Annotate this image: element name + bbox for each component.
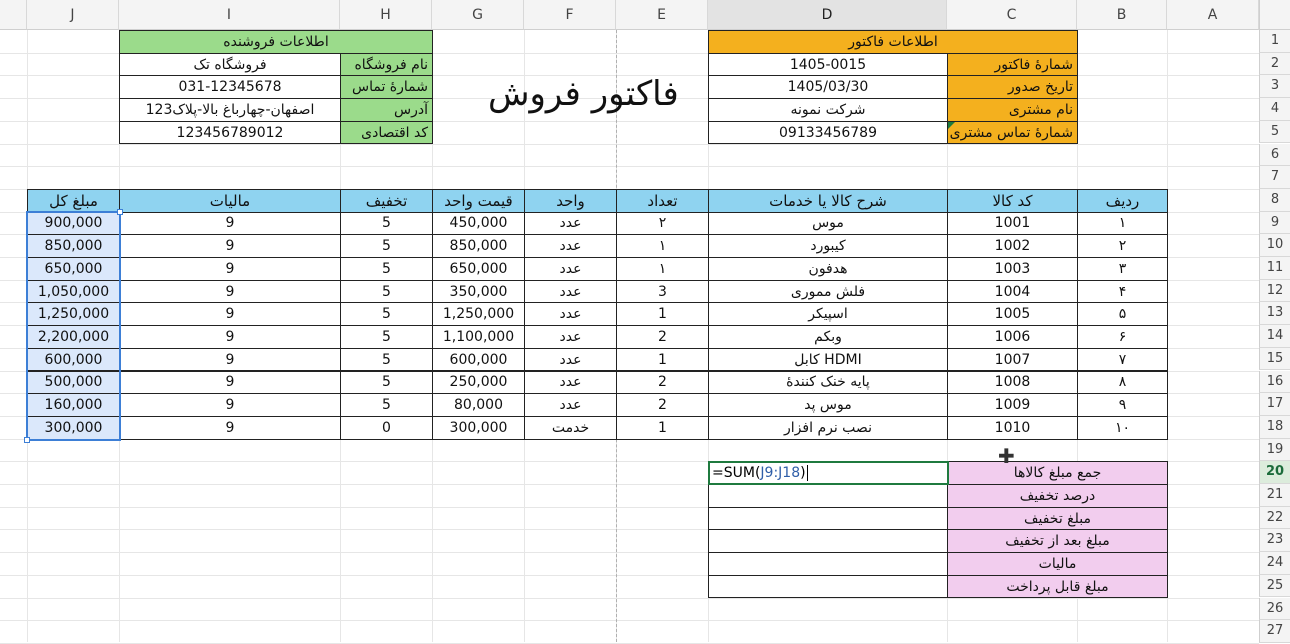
table-cell[interactable]: 1005 bbox=[947, 302, 1078, 326]
formula-prefix: =SUM( bbox=[712, 465, 761, 482]
table-cell[interactable]: 9 bbox=[119, 325, 341, 349]
table-cell[interactable]: 5 bbox=[340, 302, 433, 326]
summary-value[interactable] bbox=[708, 484, 948, 508]
row-header-2[interactable]: 2 bbox=[1259, 53, 1290, 76]
summary-value[interactable] bbox=[708, 575, 948, 599]
table-header-6: تخفیف bbox=[340, 189, 433, 213]
column-header-blank bbox=[0, 0, 27, 30]
row-header-13[interactable]: 13 bbox=[1259, 302, 1290, 325]
table-cell[interactable]: موس bbox=[708, 212, 948, 236]
row-header-24[interactable]: 24 bbox=[1259, 552, 1290, 575]
row-header-3[interactable]: 3 bbox=[1259, 75, 1290, 98]
table-cell[interactable]: ۸ bbox=[1077, 371, 1168, 395]
seller-info-header: اطلاعات فروشنده bbox=[119, 30, 433, 54]
table-cell[interactable]: 500,000 bbox=[27, 371, 120, 395]
table-cell[interactable]: 5 bbox=[340, 393, 433, 417]
table-cell[interactable]: 9 bbox=[119, 212, 341, 236]
table-cell[interactable]: موس پد bbox=[708, 393, 948, 417]
invoice-info-header: اطلاعات فاکتور bbox=[708, 30, 1078, 54]
table-cell[interactable]: ۱۰ bbox=[1077, 416, 1168, 440]
seller-info-label: آدرس bbox=[340, 98, 433, 122]
invoice-info-value[interactable]: 1405-0015 bbox=[708, 53, 948, 77]
row-header-11[interactable]: 11 bbox=[1259, 257, 1290, 280]
row-header-21[interactable]: 21 bbox=[1259, 484, 1290, 507]
table-cell[interactable]: 1001 bbox=[947, 212, 1078, 236]
table-cell[interactable]: عدد bbox=[524, 371, 617, 395]
seller-info-label: کد اقتصادی bbox=[340, 121, 433, 145]
row-header-16[interactable]: 16 bbox=[1259, 371, 1290, 394]
table-cell[interactable]: 5 bbox=[340, 280, 433, 304]
summary-label: جمع مبلغ کالاها bbox=[947, 461, 1168, 485]
column-header-d[interactable]: D bbox=[708, 0, 947, 30]
table-cell[interactable]: 650,000 bbox=[432, 257, 525, 281]
table-cell[interactable]: پایه خنک کنندهٔ bbox=[708, 371, 948, 395]
row-header-18[interactable]: 18 bbox=[1259, 416, 1290, 439]
table-cell[interactable]: 5 bbox=[340, 257, 433, 281]
table-cell[interactable]: 5 bbox=[340, 371, 433, 395]
table-cell[interactable]: 600,000 bbox=[432, 348, 525, 372]
table-cell[interactable]: 80,000 bbox=[432, 393, 525, 417]
table-cell[interactable]: ۵ bbox=[1077, 302, 1168, 326]
table-cell[interactable]: عدد bbox=[524, 302, 617, 326]
table-cell[interactable]: نصب نرم افزار bbox=[708, 416, 948, 440]
table-cell[interactable]: 9 bbox=[119, 234, 341, 258]
crosshair-cursor-icon: ✚ bbox=[998, 444, 1015, 468]
table-cell[interactable]: ۱ bbox=[1077, 212, 1168, 236]
table-header-1: کد کالا bbox=[947, 189, 1078, 213]
table-cell[interactable]: 300,000 bbox=[27, 416, 120, 440]
table-cell[interactable]: 2 bbox=[616, 393, 709, 417]
table-cell[interactable]: 1009 bbox=[947, 393, 1078, 417]
table-cell[interactable]: اسپیکر bbox=[708, 302, 948, 326]
table-cell[interactable]: 1003 bbox=[947, 257, 1078, 281]
table-cell[interactable]: خدمت bbox=[524, 416, 617, 440]
invoice-info-label: تاریخ صدور bbox=[947, 75, 1078, 99]
table-cell[interactable]: 1006 bbox=[947, 325, 1078, 349]
row-header-6[interactable]: 6 bbox=[1259, 144, 1290, 167]
column-header-j[interactable]: J bbox=[27, 0, 119, 30]
table-cell[interactable]: 1007 bbox=[947, 348, 1078, 372]
table-cell[interactable]: 1010 bbox=[947, 416, 1078, 440]
table-cell[interactable]: عدد bbox=[524, 280, 617, 304]
text-caret bbox=[807, 465, 808, 481]
selection-handle-bottom[interactable] bbox=[24, 437, 30, 443]
row-header-17[interactable]: 17 bbox=[1259, 393, 1290, 416]
table-cell[interactable]: ۲ bbox=[1077, 234, 1168, 258]
table-cell[interactable]: 2,200,000 bbox=[27, 325, 120, 349]
row-header-5[interactable]: 5 bbox=[1259, 121, 1290, 144]
invoice-info-value[interactable]: شرکت نمونه bbox=[708, 98, 948, 122]
row-header-10[interactable]: 10 bbox=[1259, 234, 1290, 257]
comment-indicator-icon bbox=[948, 122, 955, 129]
row-header-14[interactable]: 14 bbox=[1259, 325, 1290, 348]
table-cell[interactable]: 1002 bbox=[947, 234, 1078, 258]
table-cell[interactable]: 9 bbox=[119, 348, 341, 372]
table-cell[interactable]: فلش مموری bbox=[708, 280, 948, 304]
table-cell[interactable]: ۴ bbox=[1077, 280, 1168, 304]
row-header-12[interactable]: 12 bbox=[1259, 280, 1290, 303]
table-header-3: تعداد bbox=[616, 189, 709, 213]
table-cell[interactable]: 1,100,000 bbox=[432, 325, 525, 349]
formula-suffix: ) bbox=[800, 465, 806, 482]
summary-label: درصد تخفیف bbox=[947, 484, 1168, 508]
page-title: فاکتور فروش bbox=[488, 74, 679, 114]
column-header-f[interactable]: F bbox=[524, 0, 616, 30]
table-cell[interactable]: 5 bbox=[340, 348, 433, 372]
invoice-info-label: شمارهٔ فاکتور bbox=[947, 53, 1078, 77]
row-header-27[interactable]: 27 bbox=[1259, 620, 1290, 643]
row-header-26[interactable]: 26 bbox=[1259, 598, 1290, 621]
table-cell[interactable]: 1,250,000 bbox=[27, 302, 120, 326]
row-header-8[interactable]: 8 bbox=[1259, 189, 1290, 212]
column-header-g[interactable]: G bbox=[432, 0, 524, 30]
column-header-i[interactable]: I bbox=[119, 0, 340, 30]
seller-info-value[interactable]: اصفهان-چهارباغ بالا-پلاک123 bbox=[119, 98, 341, 122]
table-cell[interactable]: 1004 bbox=[947, 280, 1078, 304]
formula-range-ref: J9:J18 bbox=[760, 465, 801, 482]
seller-info-value[interactable]: فروشگاه تک bbox=[119, 53, 341, 77]
summary-value[interactable] bbox=[708, 507, 948, 531]
row-header-4[interactable]: 4 bbox=[1259, 98, 1290, 121]
table-cell[interactable]: ۲ bbox=[616, 212, 709, 236]
table-cell[interactable]: 600,000 bbox=[27, 348, 120, 372]
column-header-b[interactable]: B bbox=[1077, 0, 1167, 30]
table-cell[interactable]: عدد bbox=[524, 212, 617, 236]
invoice-info-value[interactable]: 1405/03/30 bbox=[708, 75, 948, 99]
column-header-e[interactable]: E bbox=[616, 0, 708, 30]
table-header-7: مالیات bbox=[119, 189, 341, 213]
table-cell[interactable]: عدد bbox=[524, 257, 617, 281]
table-cell[interactable]: 1008 bbox=[947, 371, 1078, 395]
table-header-5: قیمت واحد bbox=[432, 189, 525, 213]
summary-label: مبلغ قابل پرداخت bbox=[947, 575, 1168, 599]
active-cell-formula[interactable] bbox=[708, 461, 949, 485]
table-cell[interactable]: ۳ bbox=[1077, 257, 1168, 281]
summary-label: مبلغ بعد از تخفیف bbox=[947, 529, 1168, 553]
table-cell[interactable]: ۹ bbox=[1077, 393, 1168, 417]
row-header-23[interactable]: 23 bbox=[1259, 529, 1290, 552]
table-cell[interactable]: 650,000 bbox=[27, 257, 120, 281]
summary-value[interactable] bbox=[708, 529, 948, 553]
summary-label: مبلغ تخفیف bbox=[947, 507, 1168, 531]
row-header-15[interactable]: 15 bbox=[1259, 348, 1290, 371]
seller-info-value[interactable]: 031-12345678 bbox=[119, 75, 341, 99]
seller-info-label: شمارهٔ تماس bbox=[340, 75, 433, 99]
invoice-info-label: نام مشتری bbox=[947, 98, 1078, 122]
table-cell[interactable]: ۶ bbox=[1077, 325, 1168, 349]
table-cell[interactable]: 250,000 bbox=[432, 371, 525, 395]
table-cell[interactable]: 2 bbox=[616, 371, 709, 395]
table-cell[interactable]: عدد bbox=[524, 234, 617, 258]
table-cell[interactable]: 1 bbox=[616, 348, 709, 372]
table-cell[interactable]: 450,000 bbox=[432, 212, 525, 236]
table-cell[interactable]: 5 bbox=[340, 234, 433, 258]
table-cell[interactable]: هدفون bbox=[708, 257, 948, 281]
table-cell[interactable]: وبکم bbox=[708, 325, 948, 349]
grid-line-h bbox=[0, 620, 1259, 621]
seller-info-value[interactable]: 123456789012 bbox=[119, 121, 341, 145]
column-header-c[interactable]: C bbox=[947, 0, 1077, 30]
row-header-19[interactable]: 19 bbox=[1259, 439, 1290, 462]
table-header-0: ردیف bbox=[1077, 189, 1168, 213]
table-cell[interactable]: ۱ bbox=[616, 234, 709, 258]
summary-value[interactable] bbox=[708, 552, 948, 576]
table-cell[interactable]: 2 bbox=[616, 325, 709, 349]
row-header-7[interactable]: 7 bbox=[1259, 166, 1290, 189]
table-cell[interactable]: 9 bbox=[119, 257, 341, 281]
table-cell[interactable]: 900,000 bbox=[27, 212, 120, 236]
table-cell[interactable]: 9 bbox=[119, 416, 341, 440]
table-header-8: مبلغ کل bbox=[27, 189, 120, 213]
table-cell[interactable]: 1,250,000 bbox=[432, 302, 525, 326]
table-cell[interactable]: 5 bbox=[340, 212, 433, 236]
grid-line-h bbox=[0, 166, 1259, 167]
table-header-4: واحد bbox=[524, 189, 617, 213]
select-all-corner[interactable] bbox=[1259, 0, 1290, 30]
table-cell[interactable]: عدد bbox=[524, 325, 617, 349]
table-cell[interactable]: 3 bbox=[616, 280, 709, 304]
row-header-20[interactable]: 20 bbox=[1259, 461, 1290, 484]
column-header-a[interactable]: A bbox=[1167, 0, 1259, 30]
row-header-22[interactable]: 22 bbox=[1259, 507, 1290, 530]
table-cell[interactable]: 1 bbox=[616, 302, 709, 326]
table-cell[interactable]: 850,000 bbox=[432, 234, 525, 258]
table-cell[interactable]: 1 bbox=[616, 416, 709, 440]
table-cell[interactable]: 5 bbox=[340, 325, 433, 349]
table-cell[interactable]: 9 bbox=[119, 280, 341, 304]
invoice-info-value[interactable]: 09133456789 bbox=[708, 121, 948, 145]
table-cell[interactable]: 850,000 bbox=[27, 234, 120, 258]
table-cell[interactable]: ۱ bbox=[616, 257, 709, 281]
table-cell[interactable]: کابل HDMI bbox=[708, 348, 948, 372]
table-cell[interactable]: 9 bbox=[119, 393, 341, 417]
table-header-2: شرح کالا یا خدمات bbox=[708, 189, 948, 213]
column-header-h[interactable]: H bbox=[340, 0, 432, 30]
table-cell[interactable]: 1,050,000 bbox=[27, 280, 120, 304]
seller-info-label: نام فروشگاه bbox=[340, 53, 433, 77]
table-cell[interactable]: عدد bbox=[524, 348, 617, 372]
row-header-9[interactable]: 9 bbox=[1259, 212, 1290, 235]
table-cell[interactable]: 9 bbox=[119, 302, 341, 326]
row-header-25[interactable]: 25 bbox=[1259, 575, 1290, 598]
invoice-info-label: شمارهٔ تماس مشتری bbox=[947, 121, 1078, 145]
table-cell[interactable]: عدد bbox=[524, 393, 617, 417]
table-cell[interactable]: 300,000 bbox=[432, 416, 525, 440]
table-cell[interactable]: 0 bbox=[340, 416, 433, 440]
table-cell[interactable]: ۷ bbox=[1077, 348, 1168, 372]
summary-label: مالیات bbox=[947, 552, 1168, 576]
selection-handle-top[interactable] bbox=[117, 209, 123, 215]
table-cell[interactable]: 350,000 bbox=[432, 280, 525, 304]
table-cell[interactable]: 9 bbox=[119, 371, 341, 395]
table-cell[interactable]: 160,000 bbox=[27, 393, 120, 417]
table-cell[interactable]: کیبورد bbox=[708, 234, 948, 258]
row-header-1[interactable]: 1 bbox=[1259, 30, 1290, 53]
